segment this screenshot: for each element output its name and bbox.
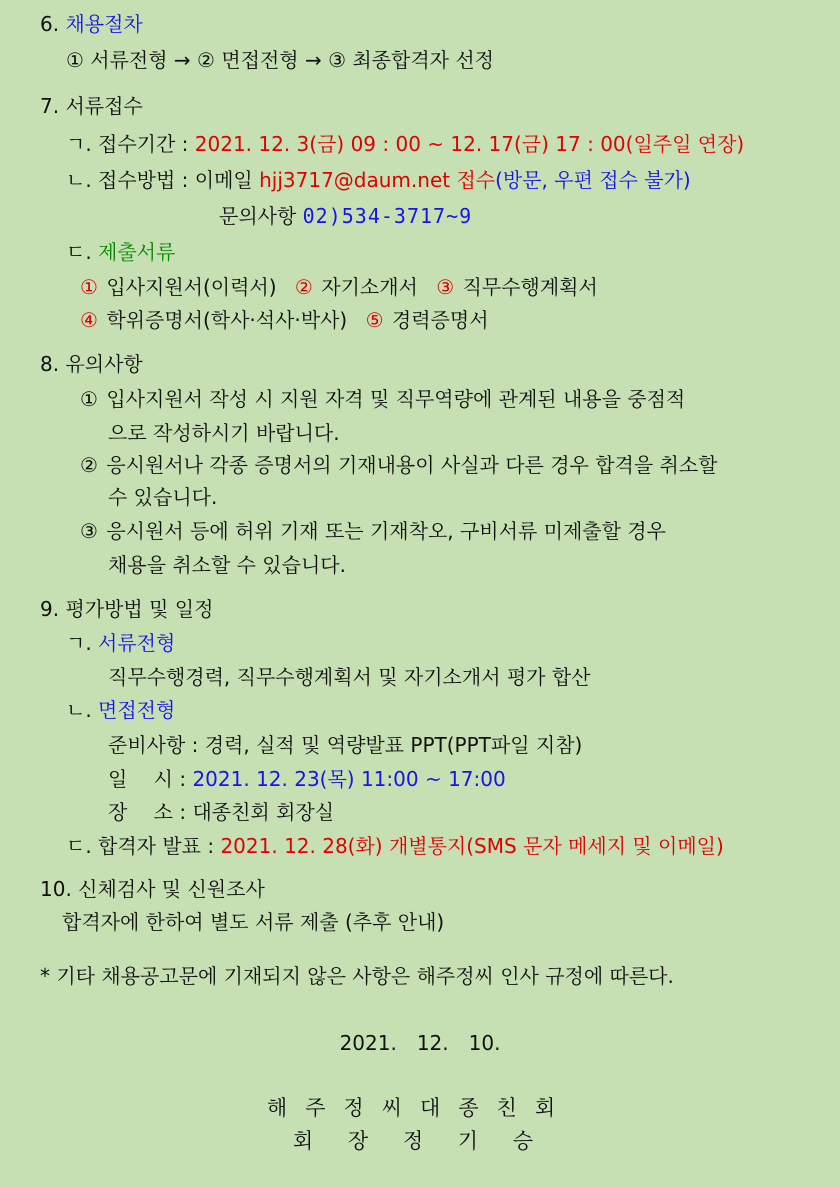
- result-note: 개별통지(SMS 문자 메세지 및 이메일): [388, 834, 724, 858]
- documents-row-1: [78, 274, 598, 300]
- notice-text-cont: 채용을 취소할 수 있습니다.: [108, 553, 346, 577]
- doc-number: ②: [294, 275, 313, 299]
- organization-name: 해주정씨대종친회: [266, 1096, 574, 1120]
- issue-date: 2021. 12. 10.: [339, 1031, 501, 1055]
- result-date: 2021. 12. 28(화): [220, 834, 383, 858]
- notice-text: 응시원서 등에 허위 기재 또는 기재착오, 구비서류 미제출할 경우: [106, 519, 666, 543]
- application-method: [66, 167, 691, 193]
- email-suffix: 접수: [456, 168, 496, 192]
- doc-number: ③: [436, 275, 455, 299]
- interview-place: [108, 799, 334, 825]
- documents-heading: [66, 239, 175, 265]
- method-note: (방문, 우편 접수 불가): [495, 168, 691, 192]
- footnote: * 기타 채용공고문에 기재되지 않은 사항은 해주정씨 인사 규정에 따른다.: [40, 964, 674, 988]
- inquiry-label: 문의사항: [219, 204, 297, 228]
- doc-item: 경력증명서: [391, 308, 489, 332]
- datetime-label: 일 시 :: [108, 767, 187, 791]
- interview-heading: [66, 697, 175, 723]
- notice-number: ③: [80, 519, 98, 543]
- datetime-value: 2021. 12. 23(목) 11:00 ~ 17:00: [192, 767, 506, 791]
- notice-number: ②: [80, 453, 98, 477]
- period-label: ㄱ. 접수기간 :: [66, 132, 189, 156]
- notice-item: [78, 452, 718, 478]
- inquiry-phone: 02)534-3717~9: [302, 204, 473, 228]
- application-period: [66, 131, 744, 157]
- doc-number: ④: [80, 308, 98, 332]
- documents-prefix: ㄷ.: [66, 240, 92, 264]
- section-8-heading: 8. 유의사항: [40, 352, 143, 376]
- notice-text-cont: 으로 작성하시기 바랍니다.: [108, 421, 340, 445]
- notice-text: 응시원서나 각종 증명서의 기재내용이 사실과 다른 경우 합격을 취소할: [106, 453, 718, 477]
- documents-row-2: [78, 307, 489, 333]
- result-announcement: [66, 833, 724, 859]
- email-link[interactable]: hjj3717@daum.net: [259, 168, 451, 192]
- doc-item: 입사지원서(이력서): [106, 275, 277, 299]
- section-10-heading: 10. 신체검사 및 신원조사: [40, 877, 265, 901]
- method-prefix: 이메일: [194, 168, 253, 192]
- prep-label: 준비사항 :: [108, 733, 199, 757]
- document-screening-title: 서류전형: [98, 631, 176, 655]
- signer-name: 회 장 정 기 승: [292, 1129, 548, 1153]
- document-screening-text: 직무수행경력, 직무수행계획서 및 자기소개서 평가 합산: [108, 665, 591, 689]
- interview-title: 면접전형: [98, 698, 176, 722]
- section-6-heading: [40, 11, 143, 37]
- notice-number: ①: [80, 387, 98, 411]
- interview-datetime: [108, 766, 506, 792]
- doc-number: ①: [80, 275, 98, 299]
- method-label: ㄴ. 접수방법 :: [66, 168, 189, 192]
- notice-item: [78, 386, 685, 412]
- prep-value: 경력, 실적 및 역량발표 PPT(PPT파일 지참): [204, 733, 583, 757]
- place-value: 대종친회 회장실: [192, 800, 335, 824]
- section-7-heading: 7. 서류접수: [40, 94, 143, 118]
- section-6-title: 채용절차: [65, 12, 143, 36]
- doc-number: ⑤: [365, 308, 384, 332]
- item-prefix: ㄱ.: [66, 631, 92, 655]
- result-label: ㄷ. 합격자 발표 :: [66, 834, 215, 858]
- notice-text: 입사지원서 작성 시 지원 자격 및 직무역량에 관계된 내용을 중점적: [106, 387, 686, 411]
- doc-item: 직무수행계획서: [462, 275, 598, 299]
- doc-item: 자기소개서: [321, 275, 418, 299]
- place-label: 장 소 :: [108, 800, 187, 824]
- section-9-heading: 9. 평가방법 및 일정: [40, 597, 214, 621]
- documents-title: 제출서류: [98, 240, 176, 264]
- section-10-text: 합격자에 한하여 별도 서류 제출 (추후 안내): [62, 910, 445, 934]
- item-prefix: ㄴ.: [66, 698, 92, 722]
- notice-item: [78, 518, 666, 544]
- notice-text-cont: 수 있습니다.: [108, 485, 218, 509]
- recruitment-flow: ① 서류전형 → ② 면접전형 → ③ 최종합격자 선정: [66, 48, 494, 72]
- doc-item: 학위증명서(학사·석사·박사): [106, 308, 348, 332]
- interview-prep: [108, 732, 582, 758]
- inquiry: [219, 203, 472, 229]
- document-screening-heading: [66, 630, 175, 656]
- section-number: 6.: [40, 12, 60, 36]
- period-value: 2021. 12. 3(금) 09 : 00 ~ 12. 17(금) 17 : 00(일주일 연장): [194, 132, 745, 156]
